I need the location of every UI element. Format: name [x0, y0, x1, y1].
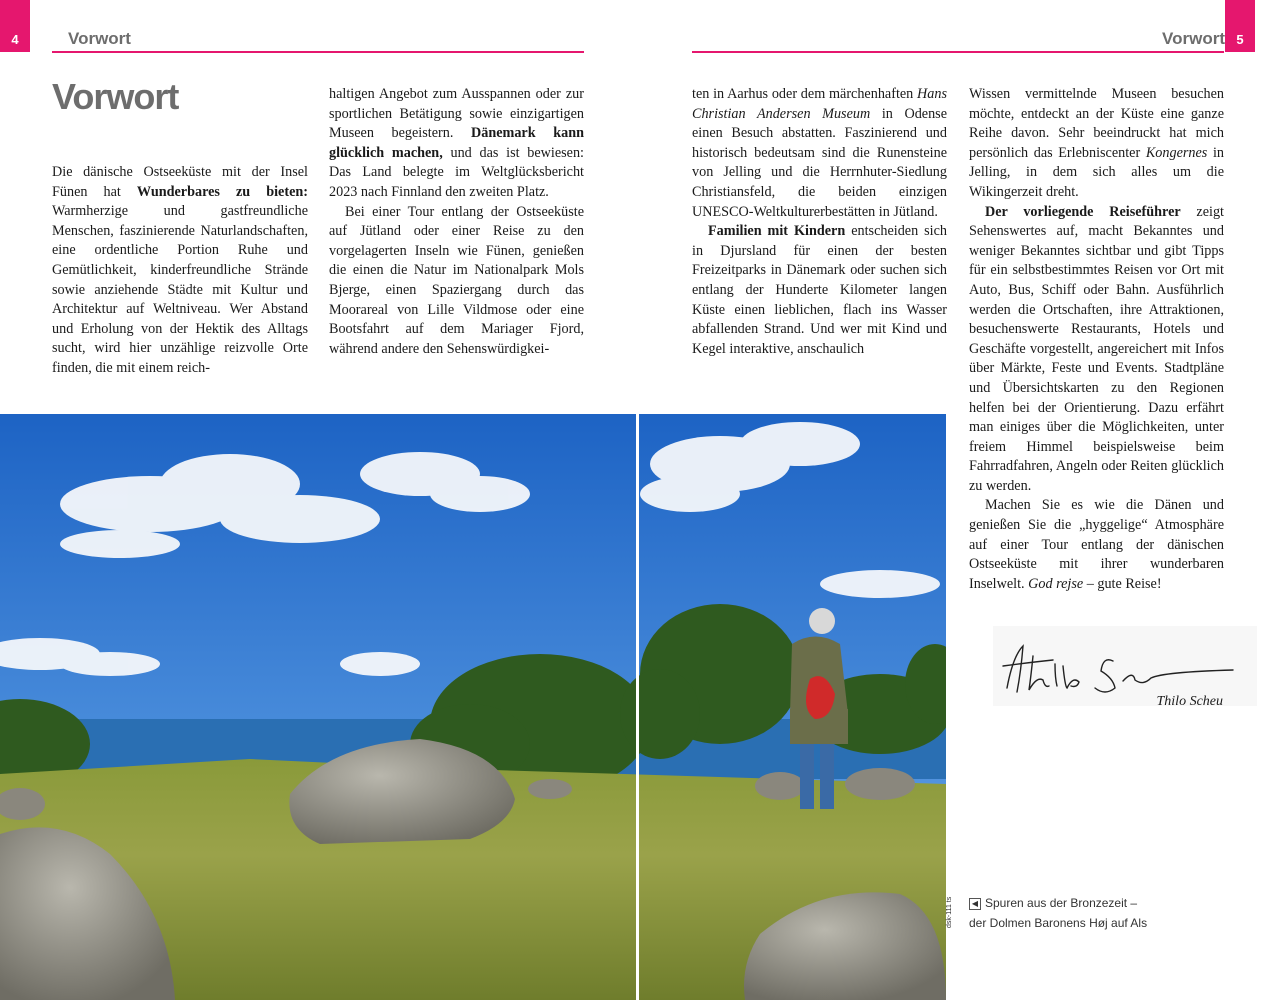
text-run: entscheiden sich in Djursland für einen der besten Freizeitparks in Dänemark oder suchen sich entlang der Hunderte Kilometer langen Küste einen lieblichen, flach ins Wasser abfallenden Strand. Und wer mit Kind und Kegel interaktive, anschaulich: [692, 223, 947, 357]
text-run: Wissen vermittelnde Museen besuchen möchte, entdeckt an der Küste eine ganze Reihe davon. Sehr beeindruckt hat mich persönlich das Erlebniscenter: [969, 86, 1224, 161]
italic-text: Hans Christian Andersen Museum: [692, 86, 947, 122]
text-run: Warmherzige und gastfreundliche Menschen, faszinierende Naturlandschaften, eine ordentliche Portion Ruhe und Gemütlichkeit, kinderfreundliche Strände sowie anziehende Städte mit Kultur und Architektur auf Weltniveau. Wer Abstand und Erholung von der Hektik des Alltags sucht, wird hier unzählige reizvolle Orte finden, die mit einem reich-: [52, 203, 308, 376]
text-column-2: [329, 85, 584, 359]
header-rule: [52, 51, 584, 53]
arrow-left-icon: ◀: [969, 898, 981, 910]
text-column-1: [52, 163, 308, 379]
header-rule: [692, 51, 1224, 53]
photo-caption: [969, 893, 1147, 933]
text-run: ten in Aarhus oder dem märchenhaften: [692, 86, 918, 102]
paragraph: [969, 203, 1224, 497]
text-column-4: [969, 85, 1224, 594]
page-number-box: [0, 0, 30, 52]
running-head: Vorwort: [68, 29, 131, 48]
text-run: haltigen Angebot zum Ausspannen oder zur sportlichen Betätigung sowie einzigartigen Museen begeistern.: [329, 86, 584, 142]
bold-text: Dänemark kann glücklich machen,: [329, 125, 584, 161]
page-number: 4: [11, 32, 19, 47]
running-head: Vorwort: [1162, 29, 1225, 48]
photo-credit: dsk-111 ts: [946, 896, 953, 928]
bold-text: Wunderbares zu bieten:: [136, 183, 308, 200]
page-number: 5: [1236, 32, 1244, 47]
text-run: Machen Sie es wie die Dänen und genießen Sie die „hyggelige“ Atmosphäre auf einer Tour entlang der dänischen Ostseeküste mit ihrer wunderbaren Inselwelt.: [969, 497, 1224, 592]
paragraph: [52, 163, 308, 379]
text-run: in Jelling, in dem sich alles um die Wikingerzeit dreht.: [969, 144, 1224, 200]
text-run: zeigt Sehenswertes auf, macht Bekanntes und weniger Bekanntes sichtbar und gibt Tipps für ein selbstbestimmtes Reisen vor Ort mit Auto, Bus, Schiff oder Bahn. Ausführlich werden die Ortschaften, ihre Attraktionen, besuchenswerte Restaurants, Hotels und Geschäfte vorgestellt, angereichert mit Infos über Märkte, Feste und Events. Stadtpläne und Übersichtskarten zu den Regionen helfen bei der Orientierung. Dazu erfährt man einiges über die Möglichkeiten, unter freiem Himmel beispielsweise beim Fahrradfahren, Angeln oder Reiten glücklich zu werden.: [969, 203, 1224, 494]
paragraph: [969, 496, 1224, 594]
text-run: in Odense einen Besuch abstatten. Faszinierend und historisch bedeutsam sind die Runensteine von Jelling und die Herrnhuter-Siedlung Christiansfeld, die beiden einzigen UNESCO-Weltkulturerbestätten in Jütland.: [692, 105, 947, 220]
paragraph: Bei einer Tour entlang der Ostseeküste auf Jütland oder einer Reise zu den vorgelagerten Inseln wie Fünen, genießen die einen die Natur im Nationalpark Mols Bjerge, einen Spaziergang durch das Moorareal von Lille Vildmose oder eine Bootsfahrt auf dem Mariager Fjord, während andere den Sehenswürdigkei-: [329, 203, 584, 357]
page-number-box: [1225, 0, 1255, 52]
page-title: Vorwort: [52, 76, 179, 117]
paragraph: [969, 85, 1224, 203]
text-run: Die dänische Ostseeküste mit der Insel Fünen hat: [52, 164, 308, 200]
caption-line: der Dolmen Baronens Høj auf Als: [969, 916, 1148, 930]
italic-text: God rejse: [1028, 575, 1084, 592]
author-name: Thilo Scheu: [1156, 694, 1223, 709]
caption-line: Spuren aus der Bronzezeit –: [985, 896, 1138, 910]
bold-text: Familien mit Kindern: [708, 223, 846, 240]
text-run: und das ist bewiesen: Das Land belegte im Weltglücksbericht 2023 nach Finnland den zweiten Platz.: [329, 144, 584, 200]
paragraph: [692, 222, 947, 359]
paragraph: [692, 85, 947, 222]
paragraph: [329, 85, 584, 203]
text-run: – gute Reise!: [1083, 575, 1162, 592]
text-column-3: [692, 85, 947, 359]
italic-text: Kongernes: [1145, 144, 1208, 161]
bold-text: Der vorliegende Reiseführer: [985, 203, 1181, 220]
